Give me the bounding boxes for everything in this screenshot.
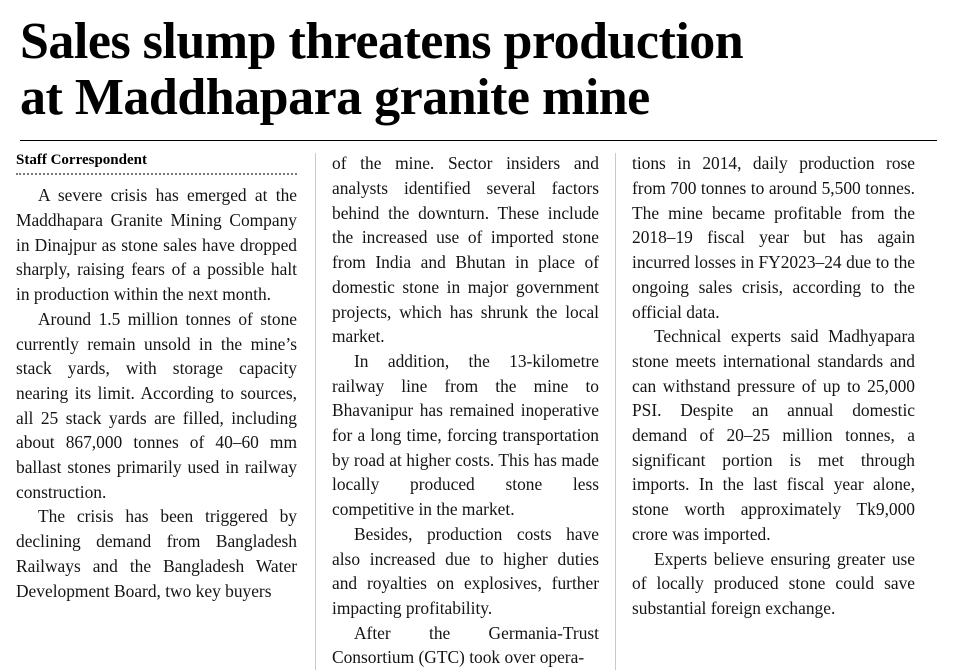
paragraph: A severe crisis has emerged at the Maddhapara Granite Mining Company in Dinajpur as stone sales have dropped sharply, raising fears of a possible halt in production within the next month. [16,185,297,305]
paragraph: In addition, the 13-kilometre railway line from the mine to Bhavanipur has remained inoperative for a long time, forcing transportation by road at higher costs. This has made locally produced stone less competitive in the market. [332,350,599,520]
article-column-1 [16,151,315,603]
headline-divider [20,140,937,141]
paragraph: Besides, production costs have also increased due to higher duties and royalties on explosives, further impacting profitability. [332,523,599,618]
byline-dotted-divider [16,173,297,175]
article-columns [16,151,941,670]
paragraph: of the mine. Sector insiders and analysts identified several factors behind the downturn. These include the increased use of imported stone from India and Bhutan in place of domestic stone in major government projects, which has shrunk the local market. [332,153,599,347]
paragraph: tions in 2014, daily production rose from 700 tonnes to around 5,500 tonnes. The mine became profitable from the 2018–19 fiscal year but has again incurred losses in FY2023–24 due to the ongoing sales crisis, according to the official data. [632,153,915,322]
headline-line-2: at Maddhapara granite mine [20,69,650,127]
article-column-2 [316,151,615,670]
paragraph: Technical experts said Madhyapara stone meets international standards and can withstand pressure of up to 25,000 PSI. Despite an annual domestic demand of 20–25 million tonnes, a significant portion is met through imports. In the last fiscal year alone, stone worth approximately Tk9,000 crore was imported. [632,326,915,544]
paragraph: Around 1.5 million tonnes of stone currently remain unsold in the mine’s stack yards, with storage capacity nearing its limit. According to sources, all 25 stack yards are filled, including about 867,000 tonnes of 40–60 mm ballast stones primarily used in railway construction. [16,308,297,502]
headline-line-1: Sales slump threatens production [20,13,744,70]
page-title [16,14,941,126]
paragraph: After the Germania-Trust Consortium (GTC) took over opera- [332,622,599,668]
paragraph: Experts believe ensuring greater use of locally produced stone could save substantial foreign exchange. [632,548,915,618]
paragraph: The crisis has been triggered by declining demand from Bangladesh Railways and the Bangladesh Water Development Board, two key buyers [16,506,297,601]
article-column-3 [616,151,915,620]
byline: Staff Correspondent [16,152,147,169]
